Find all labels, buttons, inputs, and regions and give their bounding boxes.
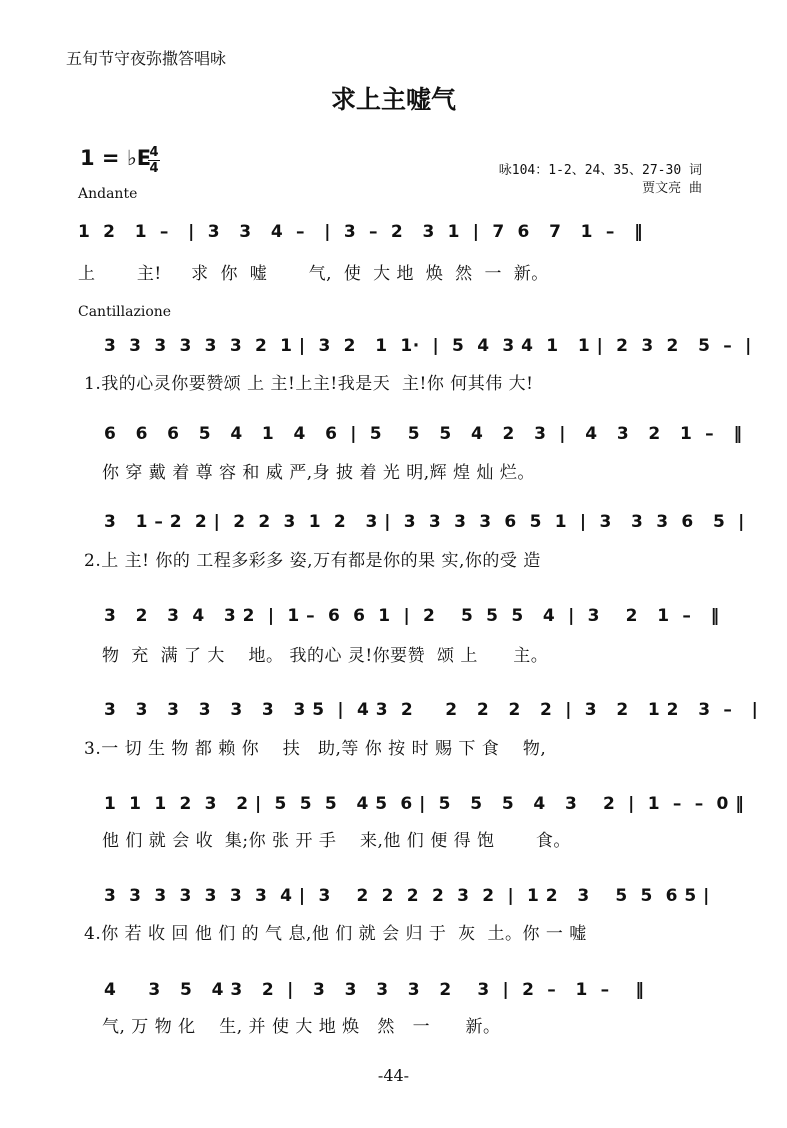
score-notes: 3 1 – 2 2 | 2 2 3 1 2 3 | 3 3 3 3 6 5 1 | 3 3 3 6 5 | xyxy=(104,512,745,532)
tempo-marking: Andante xyxy=(78,186,138,202)
music-credit: 贾文亮 曲 xyxy=(642,181,702,196)
score-lyrics: 上 主! 求 你 嘘 气, 使 大 地 焕 然 一 新。 xyxy=(78,264,549,284)
score-notes: 3 3 3 3 3 3 2 1 | 3 2 1 1· | 5 4 3 4 1 1 | 2 3 2 5 – | xyxy=(104,336,752,356)
score-lyrics: 1.我的心灵你要赞颂 上 主!上主!我是天 主!你 何其伟 大! xyxy=(84,374,534,394)
book-header: 五旬节守夜弥撒答唱咏 xyxy=(66,49,227,68)
score-lyrics: 3.一 切 生 物 都 赖 你 扶 助,等 你 按 时 赐 下 食 物, xyxy=(84,739,547,759)
score-lyrics: 2.上 主! 你的 工程多彩多 姿,万有都是你的果 实,你的受 造 xyxy=(84,551,541,571)
key-signature: 1 = ♭E xyxy=(80,146,152,170)
score-notes: 1 1 1 2 3 2 | 5 5 5 4 5 6 | 5 5 5 4 3 2 | 1 – – 0 ‖ xyxy=(104,794,745,814)
lyrics-credit: 咏104：1-2、24、35、27-30 词 xyxy=(498,163,702,178)
credits xyxy=(499,162,702,198)
score-lyrics: 气, 万 物 化 生, 并 使 大 地 焕 然 一 新。 xyxy=(102,1017,501,1037)
score-notes: 4 3 5 4 3 2 | 3 3 3 3 2 3 | 2 – 1 – ‖ xyxy=(104,980,645,1000)
score-lyrics: 4.你 若 收 回 他 们 的 气 息,他 们 就 会 归 于 灰 土。你 一 嘘 xyxy=(84,924,587,944)
score-lyrics: 物 充 满 了 大 地。 我的心 灵!你要赞 颂 上 主。 xyxy=(102,646,549,666)
time-signature-top: 4 xyxy=(149,145,159,160)
time-signature xyxy=(148,146,160,175)
section-label: Cantillazione xyxy=(78,304,172,320)
score-notes: 3 3 3 3 3 3 3 4 | 3 2 2 2 2 3 2 | 1 2 3 5 5 6 5 | xyxy=(104,886,710,906)
song-title: 求上主嘘气 xyxy=(330,85,456,114)
score-notes: 6 6 6 5 4 1 4 6 | 5 5 5 4 2 3 | 4 3 2 1 – ‖ xyxy=(104,424,743,444)
time-signature-bottom: 4 xyxy=(149,161,159,176)
score-notes: 3 2 3 4 3 2 | 1 – 6 6 1 | 2 5 5 5 4 | 3 2 1 – ‖ xyxy=(104,606,720,626)
score-lyrics: 他 们 就 会 收 集;你 张 开 手 来,他 们 便 得 饱 食。 xyxy=(102,831,571,851)
score-lyrics: 你 穿 戴 着 尊 容 和 威 严,身 披 着 光 明,辉 煌 灿 烂。 xyxy=(102,463,535,483)
score-notes: 1 2 1 – | 3 3 4 – | 3 – 2 3 1 | 7 6 7 1 – ‖ xyxy=(78,222,644,242)
page-number: -44- xyxy=(377,1066,410,1085)
score-notes: 3 3 3 3 3 3 3 5 | 4 3 2 2 2 2 2 | 3 2 1 2 3 – | xyxy=(104,700,759,720)
